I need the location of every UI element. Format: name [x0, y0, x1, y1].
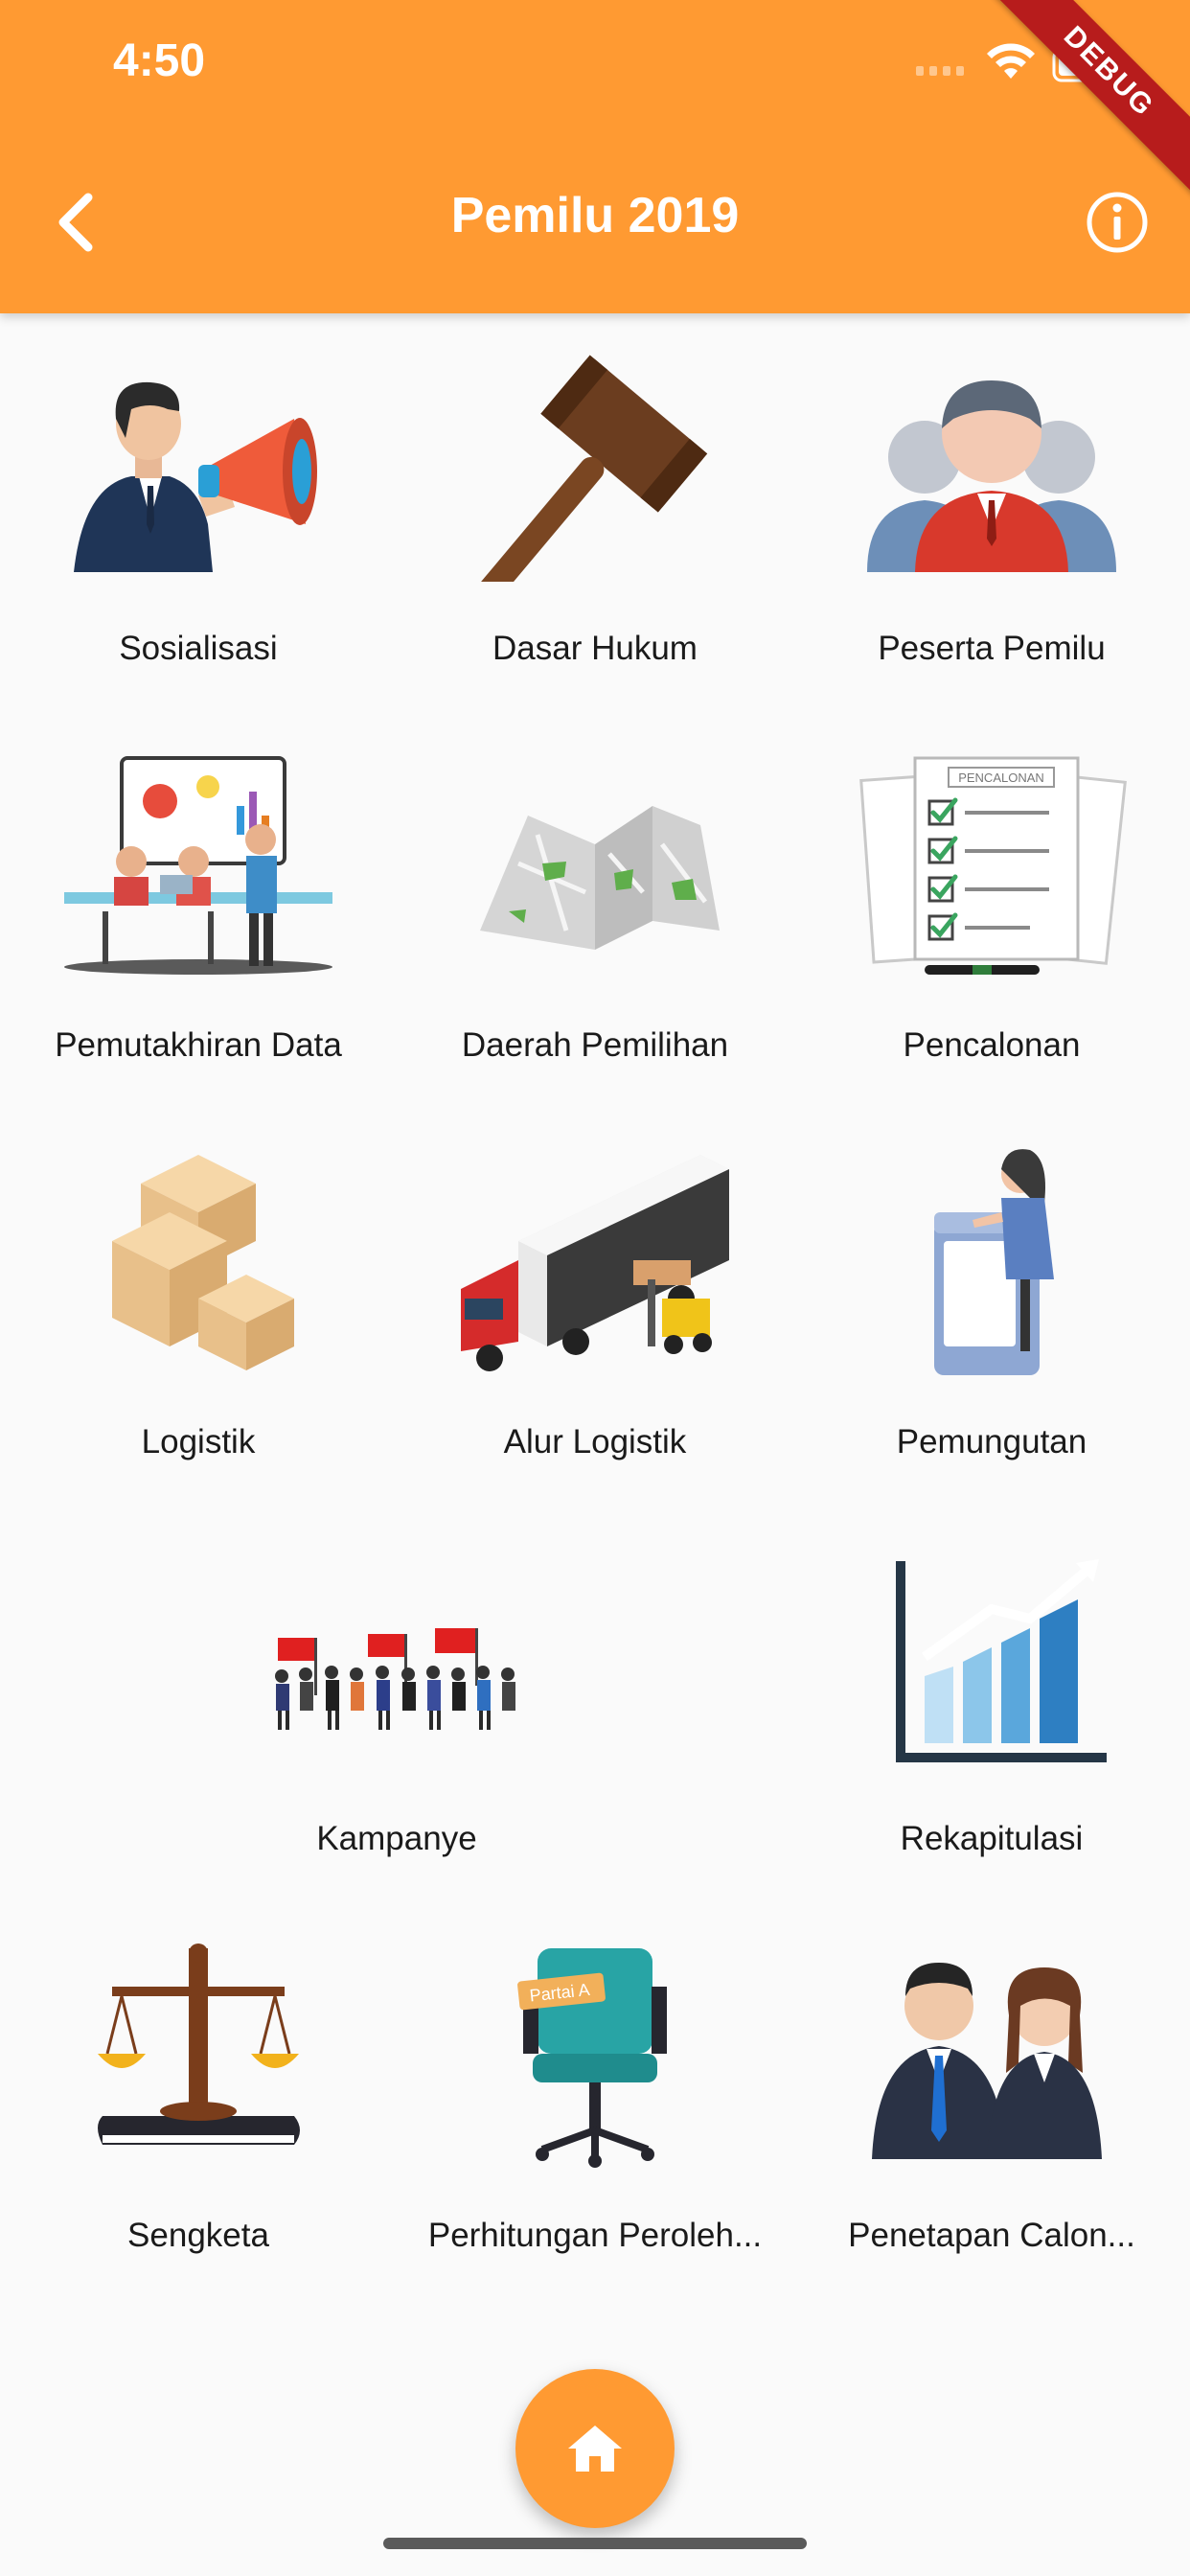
menu-item-alur-logistik[interactable]	[397, 1107, 793, 1504]
megaphone-man-icon	[55, 352, 342, 582]
menu-item-perhitungan-perolehan[interactable]	[397, 1900, 793, 2297]
debug-banner: DEBUG	[978, 0, 1190, 202]
menu-item-label: Dasar Hukum	[492, 630, 698, 667]
menu-item-label: Alur Logistik	[503, 1423, 687, 1460]
menu-item-peserta-pemilu[interactable]	[793, 313, 1190, 710]
menu-item-label: Rekapitulasi	[900, 1820, 1084, 1857]
menu-item-label: Daerah Pemilihan	[461, 1026, 729, 1064]
menu-item-label: Sengketa	[127, 2217, 269, 2254]
info-button[interactable]	[1085, 190, 1150, 255]
team-meeting-icon	[55, 748, 342, 978]
menu-item-dasar-hukum[interactable]	[397, 313, 793, 710]
info-icon	[1085, 190, 1150, 255]
campaign-crowd-icon	[253, 1542, 540, 1772]
justice-scale-icon	[55, 1939, 342, 2169]
menu-item-kampanye[interactable]	[198, 1504, 595, 1900]
menu-item-sengketa[interactable]	[0, 1900, 397, 2297]
menu-item-pemutakhiran-data[interactable]	[0, 710, 397, 1107]
folded-map-icon	[451, 748, 739, 978]
people-group-icon	[848, 352, 1135, 582]
page-title: Pemilu 2019	[450, 188, 740, 243]
party-chair-icon	[451, 1939, 739, 2169]
menu-item-logistik[interactable]	[0, 1107, 397, 1504]
menu-item-label: Logistik	[141, 1423, 256, 1460]
menu-item-label: Pencalonan	[903, 1026, 1081, 1064]
status-time: 4:50	[113, 35, 206, 86]
menu-item-pencalonan[interactable]	[793, 710, 1190, 1107]
cellular-signal-icon	[916, 63, 970, 80]
menu-item-label: Penetapan Calon...	[848, 2217, 1135, 2254]
menu-item-penetapan-calon[interactable]	[793, 1900, 1190, 2297]
menu-item-pemungutan[interactable]	[793, 1107, 1190, 1504]
menu-item-label: Sosialisasi	[119, 630, 278, 667]
app-bar	[0, 0, 1190, 313]
home-button[interactable]	[515, 2369, 675, 2528]
menu-item-label: Kampanye	[316, 1820, 477, 1857]
menu-item-sosialisasi[interactable]	[0, 313, 397, 710]
elected-candidates-icon	[848, 1939, 1135, 2169]
gavel-icon	[451, 352, 739, 582]
svg-text:PENCALONAN: PENCALONAN	[958, 770, 1044, 785]
menu-item-label: Pemungutan	[896, 1423, 1087, 1460]
menu-item-rekapitulasi[interactable]	[793, 1504, 1190, 1900]
checklist-document-icon	[848, 748, 1135, 978]
menu-item-daerah-pemilihan[interactable]	[397, 710, 793, 1107]
home-indicator[interactable]	[383, 2538, 807, 2549]
cardboard-boxes-icon	[55, 1145, 342, 1375]
truck-forklift-icon	[451, 1145, 739, 1375]
bar-chart-growth-icon	[848, 1542, 1135, 1772]
home-icon	[564, 2422, 626, 2475]
wifi-icon	[985, 40, 1037, 82]
menu-item-label: Perhitungan Peroleh...	[427, 2217, 763, 2254]
ballot-box-voter-icon	[848, 1145, 1135, 1375]
svg-text:Partai A: Partai A	[528, 1979, 591, 2006]
menu-item-label: Peserta Pemilu	[878, 630, 1106, 667]
menu-item-label: Pemutakhiran Data	[55, 1026, 342, 1064]
